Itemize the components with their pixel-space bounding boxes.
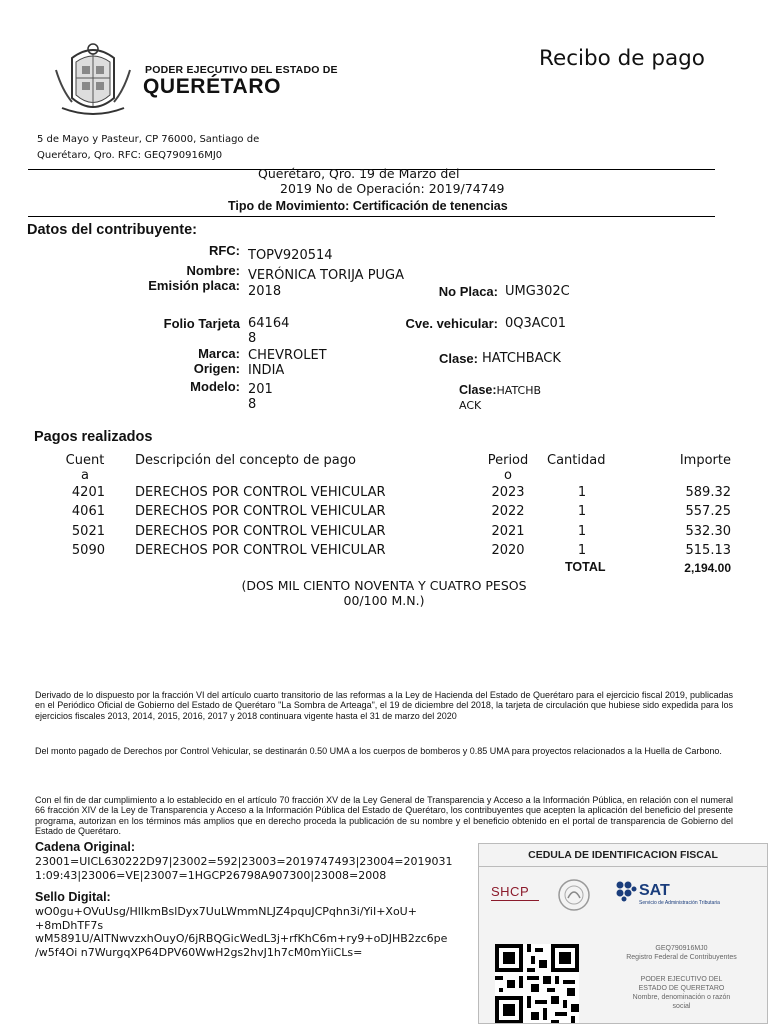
sello-digital bbox=[35, 905, 475, 959]
queretaro-coat-of-arms-icon bbox=[52, 40, 134, 120]
folio-label: Folio Tarjeta bbox=[163, 316, 240, 331]
cell-importe: 589.32 bbox=[685, 485, 731, 500]
cedula-name-caption: Nombre, denominación o razón bbox=[632, 994, 731, 1001]
divider-movement bbox=[28, 216, 715, 217]
cadena-line1: 23001=UICL630222D97|23002=592|23003=2019747493|23004=2019031 bbox=[35, 855, 453, 868]
rfc-value: TOPV920514 bbox=[248, 248, 333, 263]
cell-descripcion: DERECHOS POR CONTROL VEHICULAR bbox=[135, 504, 386, 519]
amount-words-line2: 00/100 M.N.) bbox=[343, 593, 425, 608]
movement-type bbox=[228, 199, 508, 213]
emision-label: Emisión placa: bbox=[148, 278, 240, 293]
cell-periodo: 2022 bbox=[491, 504, 525, 519]
table-row bbox=[0, 524, 768, 543]
nombre-value: VERÓNICA TORIJA PUGA bbox=[248, 268, 405, 283]
address-line2: Querétaro, Qro. RFC: GEQ790916MJ0 bbox=[37, 150, 223, 161]
sello-line2: +8mDhTF7s bbox=[35, 918, 104, 932]
mexico-eagle-seal-icon bbox=[557, 878, 591, 912]
col-header-cuenta bbox=[60, 453, 110, 483]
page-title: Recibo de pago bbox=[539, 46, 705, 71]
col-header-periodo bbox=[482, 453, 534, 483]
cadena-label: Cadena Original: bbox=[35, 840, 136, 854]
cedula-name-caption2: social bbox=[672, 1003, 691, 1010]
amount-in-words bbox=[200, 578, 568, 608]
cedula-rfc-caption: Registro Federal de Contribuyentes bbox=[626, 954, 737, 961]
cell-importe: 557.25 bbox=[685, 504, 731, 519]
total-value: 2,194.00 bbox=[684, 561, 731, 575]
col-header-cuenta-line2: a bbox=[81, 468, 89, 483]
sat-dots-icon bbox=[615, 880, 637, 902]
address-line1: 5 de Mayo y Pasteur, CP 76000, Santiago de bbox=[37, 134, 260, 145]
cell-periodo: 2020 bbox=[491, 543, 525, 558]
cedula-divider bbox=[479, 866, 767, 867]
movement-label: Tipo de Movimiento: bbox=[228, 199, 350, 213]
legal-paragraph-3: Con el fin de dar cumplimiento a lo establecido en el artículo 70 fracción XV de la Ley General de Transparencia y Acceso a la Información Pública, en relación con el numeral 66 fracción XIV de la Ley de Transparencia y Acceso a la Información Pública del Estado de Querétaro, los contribuyentes que acepten la aplicación del beneficio del presente programa, autorizan en los términos más amplios que en derecho proceda la publicación de su nombre y el beneficio obtenido en el portal de transparencia de Gobierno del Estado de Querétaro. bbox=[35, 795, 733, 836]
cadena-original bbox=[35, 855, 475, 883]
org-line1: PODER EJECUTIVO DEL ESTADO DE bbox=[145, 64, 338, 76]
sat-logo-text: SAT bbox=[639, 882, 670, 899]
sat-subtitle: Servicio de Administración Tributaria bbox=[639, 900, 720, 906]
col-header-cantidad: Cantidad bbox=[547, 453, 606, 468]
sello-label: Sello Digital: bbox=[35, 890, 111, 904]
cedula-name-line1: PODER EJECUTIVO DEL bbox=[640, 976, 723, 983]
clase2-label: Clase: bbox=[459, 383, 497, 397]
cedula-title: CEDULA DE IDENTIFICACION FISCAL bbox=[528, 849, 718, 861]
cell-cantidad: 1 bbox=[577, 524, 587, 539]
table-row bbox=[0, 485, 768, 504]
cell-importe: 532.30 bbox=[685, 524, 731, 539]
modelo-value-line1: 201 bbox=[248, 382, 273, 397]
emision-value: 2018 bbox=[248, 284, 282, 299]
cell-descripcion: DERECHOS POR CONTROL VEHICULAR bbox=[135, 524, 386, 539]
legal-paragraph-1: Derivado de lo dispuesto por la fracción VI del artículo cuarto transitorio de las reformas a la Ley de Hacienda del Estado de Querétaro para el ejercicio fiscal 2019, publicadas en el Periódico Oficial de Gobierno del Estado de Querétaro "La Sombra de Arteaga", el 19 de diciembre del 2018, la tarjeta de circulación que hubiese sido expedida para los ejercicios fiscales 2013, 2014, 2015, 2016, 2017 y 2018 continuara vigente hasta el 31 de marzo del 2020 bbox=[35, 690, 733, 721]
marca-label: Marca: bbox=[198, 346, 240, 361]
origen-value: INDIA bbox=[248, 363, 285, 378]
cadena-line2: 1:09:43|23006=VE|23007=1HGCP26798A907300|23008=2008 bbox=[35, 869, 387, 882]
amount-words-line1: (DOS MIL CIENTO NOVENTA Y CUATRO PESOS bbox=[241, 578, 527, 593]
cedula-name-line2: ESTADO DE QUERETARO bbox=[638, 985, 725, 992]
nombre-label: Nombre: bbox=[186, 263, 240, 278]
modelo-value bbox=[248, 382, 273, 412]
cell-cantidad: 1 bbox=[577, 504, 587, 519]
cell-cuenta: 5021 bbox=[71, 524, 105, 539]
sello-line3: wM5891U/AITNwvzxhOuyO/6jRBQGicWedL3j+rfKhC6m+ry9+oDJHB2zc6pe bbox=[35, 932, 448, 945]
origen-label: Origen: bbox=[193, 361, 240, 376]
modelo-label: Modelo: bbox=[190, 379, 240, 394]
sello-line1: wO0gu+OVuUsg/HllkmBslDyx7UuLWmmNLJZ4pquJCPqhn3i/YiI+XoU+ bbox=[35, 905, 417, 918]
section-title-payments: Pagos realizados bbox=[34, 429, 153, 445]
folio-value-line2: 8 bbox=[248, 331, 257, 346]
folio-value bbox=[248, 316, 289, 346]
col-header-periodo-line2: o bbox=[504, 468, 512, 483]
operation-date-line1: Querétaro, Qro. 19 de Marzo del bbox=[258, 166, 460, 181]
placa-label: No Placa: bbox=[438, 284, 498, 299]
total-label: TOTAL bbox=[565, 560, 606, 574]
section-title-taxpayer: Datos del contribuyente: bbox=[27, 222, 197, 238]
col-header-periodo-line1: Period bbox=[487, 453, 529, 468]
cedula-fiscal-card bbox=[478, 843, 768, 1024]
clase2-value-line2: ACK bbox=[459, 399, 482, 412]
shcp-underline bbox=[491, 900, 539, 901]
legal-paragraph-2: Del monto pagado de Derechos por Control Vehicular, se destinarán 0.50 UMA a los cuerpos de bomberos y 0.85 UMA para proyectos relacionados a la Huella de Carbono. bbox=[35, 746, 722, 756]
cve-label: Cve. vehicular: bbox=[405, 316, 498, 331]
rfc-label: RFC: bbox=[208, 243, 240, 258]
folio-value-line1: 64164 bbox=[248, 316, 290, 331]
shcp-logo-text: SHCP bbox=[491, 884, 530, 899]
col-header-importe: Importe bbox=[679, 453, 731, 468]
cell-cantidad: 1 bbox=[577, 485, 587, 500]
operation-date-line2: 2019 No de Operación: 2019/74749 bbox=[280, 181, 505, 196]
cve-value: 0Q3AC01 bbox=[505, 316, 567, 331]
cell-descripcion: DERECHOS POR CONTROL VEHICULAR bbox=[135, 485, 386, 500]
cedula-rfc-block bbox=[599, 944, 764, 962]
cell-periodo: 2023 bbox=[491, 485, 525, 500]
qr-code-icon bbox=[495, 944, 579, 1024]
modelo-value-line2: 8 bbox=[248, 397, 257, 412]
sello-line4: /w5f4Oi n7WurgqXP64DPV60WwH2gs2hvJ1h7cM0mYiiCLs= bbox=[35, 945, 363, 959]
org-line2: QUERÉTARO bbox=[143, 75, 282, 98]
placa-value: UMG302C bbox=[505, 284, 570, 299]
table-row bbox=[0, 543, 768, 562]
cell-importe: 515.13 bbox=[685, 543, 731, 558]
cell-cuenta: 5090 bbox=[71, 543, 105, 558]
clase-value: HATCHBACK bbox=[482, 351, 561, 366]
table-row bbox=[0, 504, 768, 523]
cedula-name-block bbox=[599, 975, 764, 1011]
clase-label: Clase: bbox=[438, 351, 478, 366]
cell-periodo: 2021 bbox=[491, 524, 525, 539]
clase2-block bbox=[459, 382, 541, 412]
cell-cuenta: 4201 bbox=[71, 485, 105, 500]
cell-cantidad: 1 bbox=[577, 543, 587, 558]
marca-value: CHEVROLET bbox=[248, 348, 327, 363]
cell-descripcion: DERECHOS POR CONTROL VEHICULAR bbox=[135, 543, 386, 558]
cell-cuenta: 4061 bbox=[71, 504, 105, 519]
col-header-descripcion: Descripción del concepto de pago bbox=[135, 453, 356, 468]
clase2-value-line1: HATCHB bbox=[496, 384, 542, 397]
col-header-cuenta-line1: Cuent bbox=[65, 453, 105, 468]
movement-value: Certificación de tenencias bbox=[352, 199, 508, 213]
cedula-rfc: GEQ790916MJ0 bbox=[655, 945, 708, 952]
